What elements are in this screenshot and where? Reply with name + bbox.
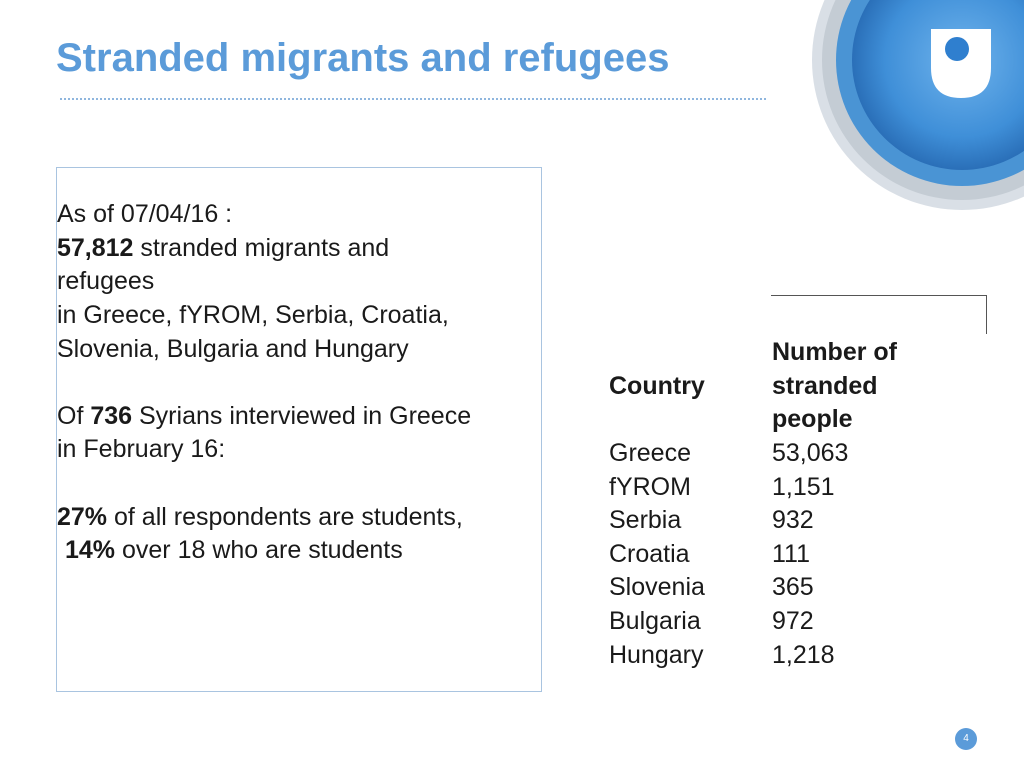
total-stranded-value: 57,812 (57, 234, 134, 262)
table-header-country: Country (609, 372, 705, 400)
table-cell-number: 53,063 (772, 439, 849, 467)
table-cell-number: 972 (772, 607, 814, 635)
table-cell-number: 111 (772, 540, 811, 568)
table-header-border (771, 295, 987, 334)
summary-date-line: As of 07/04/16 : (57, 200, 233, 228)
page-number-badge: 4 (955, 728, 977, 750)
title-divider (60, 98, 766, 100)
logo-shadow-circle (822, 0, 1024, 200)
students-percent-value: 27% (57, 503, 108, 531)
table-cell-number: 1,218 (772, 641, 835, 669)
table-cell-number: 365 (772, 573, 814, 601)
table-cell-country: fYROM (609, 473, 691, 501)
table-cell-number: 1,151 (772, 473, 835, 501)
table-cell-country: Hungary (609, 641, 704, 669)
table-cell-country: Serbia (609, 506, 682, 534)
summary-over18-line: 14% over 18 who are students (65, 536, 403, 564)
table-cell-country: Croatia (609, 540, 690, 568)
interviewed-count-value: 736 (90, 402, 133, 430)
summary-line-refugees: refugees (57, 267, 155, 295)
summary-interview-date-line: in February 16: (57, 435, 226, 463)
table-cell-country: Greece (609, 439, 691, 467)
summary-line-countries-2: Slovenia, Bulgaria and Hungary (57, 335, 409, 363)
table-cell-country: Bulgaria (609, 607, 701, 635)
table-header-number-line3: people (772, 405, 853, 433)
over18-percent-value: 14% (65, 536, 116, 564)
logo-inner-circle (852, 0, 1024, 170)
logo-ring-circle (836, 0, 1024, 186)
table-cell-number: 932 (772, 506, 814, 534)
summary-students-line: 27% of all respondents are students, (57, 503, 463, 531)
table-cell-country: Slovenia (609, 573, 705, 601)
logo-outer-circle (812, 0, 1024, 210)
summary-line-countries-1: in Greece, fYROM, Serbia, Croatia, (57, 301, 449, 329)
page-title: Stranded migrants and refugees (56, 36, 670, 80)
summary-total-line: 57,812 stranded migrants and (57, 234, 390, 262)
table-header-number-line1: Number of (772, 338, 897, 366)
summary-interview-line: Of 736 Syrians interviewed in Greece (57, 402, 472, 430)
open-university-shield-icon (931, 29, 991, 98)
table-header-number-line2: stranded (772, 372, 878, 400)
